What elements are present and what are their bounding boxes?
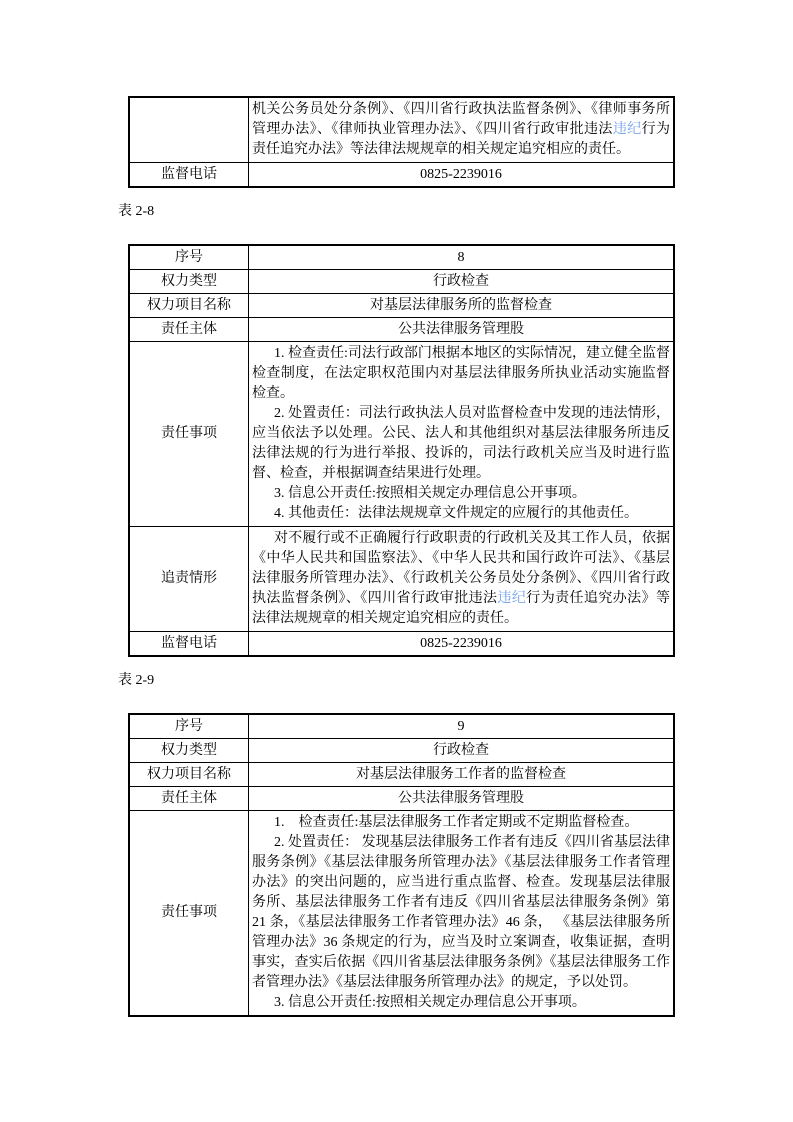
- row-value: 对基层法律服务工作者的监督检查: [249, 763, 675, 787]
- text-segment: 机关公务员处分条例》、《四川省行政执法监督条例》、《律师事务所管理办法》、《律师执业管理办法》、《四川省行政审批违法: [252, 102, 670, 137]
- text-segment: 对不履行或不正确履行行政职责的行政机关及其工作人员，依据《中华人民共和国监察法》、《中华人民共和国行政许可法》、《基层法律服务所管理办法》、《行政机关公务员处分条例》、《四川省行政执法监督条例》、《四川省行政审批违法: [252, 531, 670, 606]
- row-value: 9: [249, 714, 675, 739]
- table-row-serial: [129, 714, 674, 739]
- table-row-project-name: [129, 294, 674, 318]
- duty-paragraph: 3. 信息公开责任:按照相关规定办理信息公开事项。: [274, 486, 586, 501]
- accountability-paragraph: [252, 529, 670, 629]
- row-label: 责任事项: [129, 342, 249, 527]
- continuation-text-cell: [249, 97, 675, 163]
- table-row-responsible-body: [129, 318, 674, 342]
- text-segment: 行为责任追究办法》等法律法规规章的相关规定追究相应的责任。: [252, 122, 671, 157]
- row-value: 对基层法律服务所的监督检查: [249, 294, 675, 318]
- row-label: 责任事项: [129, 811, 249, 1017]
- duty-paragraph: 3. 信息公开责任:按照相关规定办理信息公开事项。: [274, 995, 586, 1010]
- row-label: 追责情形: [129, 527, 249, 632]
- table-row-duties: [129, 342, 674, 527]
- table-row-accountability: [129, 527, 674, 632]
- phone-row: [129, 163, 674, 188]
- table-row-duties: [129, 811, 674, 1017]
- row-label: 序号: [129, 714, 249, 739]
- continuation-row: [129, 97, 674, 163]
- highlighted-text: 违纪: [497, 591, 527, 606]
- table-2-9: [128, 713, 675, 1017]
- text-segment: 行为责任追究办法》等法律法规规章的相关规定追究相应的责任。: [252, 591, 671, 626]
- duty-paragraph: 4. 其他责任：法律法规规章文件规定的应履行的其他责任。: [274, 506, 638, 521]
- table-2-8-caption: 表 2-8: [118, 204, 155, 219]
- row-label: 权力项目名称: [129, 763, 249, 787]
- table-2-9-caption: 表 2-9: [118, 673, 155, 688]
- highlighted-text: 违纪: [612, 122, 642, 137]
- table-row-responsible-body: [129, 787, 674, 811]
- phone-row: [129, 632, 674, 657]
- row-value: 8: [249, 245, 675, 270]
- duty-paragraph: 2. 处置责任： 发现基层法律服务工作者有违反《四川省基层法律服务条例》《基层法律服务所管理办法》《基层法律服务工作者管理办法》的突出问题的，应当进行重点监督、检查。发现基层法律服务所、基层法律服务工作者有违反《四川省基层法律服务条例》第 21 条，《基层法律服务工作者管理办法》46 条， 《基层法律服务所管理办法》36 条规定的行为，应当及时立案调查，收集证据，查明事实，查实后依据《四川省基层法律服务条例》《基层法律服务工作者管理办法》《基层法律服务所管理办法》的规定，予以处罚。: [252, 835, 670, 990]
- duty-paragraph: 1. 检查责任:司法行政部门根据本地区的实际情况，建立健全监督检查制度，在法定职权范围内对基层法律服务所执业活动实施监督检查。: [252, 346, 670, 401]
- row-value: 行政检查: [249, 270, 675, 294]
- row-value: 行政检查: [249, 739, 675, 763]
- table-row-power-type: [129, 270, 674, 294]
- row-label: 权力类型: [129, 270, 249, 294]
- duty-paragraph: 2. 处置责任：司法行政执法人员对监督检查中发现的违法情形，应当依法予以处理。公民、法人和其他组织对基层法律服务所违反法律法规的行为进行举报、投诉的，司法行政机关应当及时进行监督、检查，并根据调查结果进行处理。: [252, 406, 670, 481]
- empty-label-cell: [129, 97, 249, 163]
- continuation-table: [128, 96, 675, 188]
- duties-text-cell: [249, 811, 675, 1017]
- table-2-8: [128, 244, 675, 657]
- phone-value: 0825-2239016: [249, 632, 675, 657]
- duties-text-cell: [249, 342, 675, 527]
- row-label: 责任主体: [129, 787, 249, 811]
- row-label: 责任主体: [129, 318, 249, 342]
- table-row-project-name: [129, 763, 674, 787]
- table-row-serial: [129, 245, 674, 270]
- row-label: 权力项目名称: [129, 294, 249, 318]
- row-value: 公共法律服务管理股: [249, 787, 675, 811]
- row-value: 公共法律服务管理股: [249, 318, 675, 342]
- phone-label: 监督电话: [129, 632, 249, 657]
- phone-label: 监督电话: [129, 163, 249, 188]
- row-label: 序号: [129, 245, 249, 270]
- duty-paragraph: 1. 检查责任:基层法律服务工作者定期或不定期监督检查。: [274, 815, 639, 830]
- accountability-text-cell: [249, 527, 675, 632]
- table-row-power-type: [129, 739, 674, 763]
- phone-value: 0825-2239016: [249, 163, 675, 188]
- continuation-paragraph: [252, 100, 670, 160]
- row-label: 权力类型: [129, 739, 249, 763]
